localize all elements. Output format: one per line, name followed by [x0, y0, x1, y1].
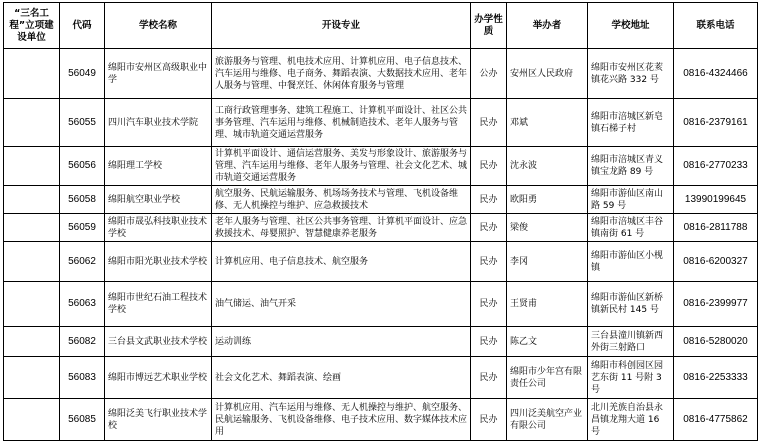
table-row: [4, 282, 758, 327]
phone-cell: 0816-2253333: [674, 357, 758, 399]
code-cell: 56058: [60, 186, 105, 214]
majors-cell: 运动训练: [212, 327, 471, 357]
phone-cell: 0816-2399977: [674, 282, 758, 327]
nature-cell: 民办: [471, 99, 507, 147]
phone-cell: 0816-5280020: [674, 327, 758, 357]
mark-cell: [4, 99, 60, 147]
mark-cell: [4, 214, 60, 242]
school-name-cell: 三台县文武职业技术学校: [105, 327, 212, 357]
header-nature: 办学性质: [471, 3, 507, 49]
address-cell: 绵阳市游仙区新桥镇新民村 145 号: [588, 282, 674, 327]
address-cell: 北川羌族自治县永昌镇龙翔大道 16 号: [588, 399, 674, 441]
sponsor-cell: 李冈: [507, 242, 588, 282]
nature-cell: 民办: [471, 399, 507, 441]
majors-cell: 航空服务、民航运输服务、机场场务技术与管理、飞机设备维修、无人机操控与维护、应急救援技术: [212, 186, 471, 214]
code-cell: 56083: [60, 357, 105, 399]
address-cell: 绵阳市科创园区园艺东街 11 号附 3 号: [588, 357, 674, 399]
nature-cell: 民办: [471, 242, 507, 282]
sponsor-cell: 安州区人民政府: [507, 49, 588, 99]
nature-cell: 民办: [471, 186, 507, 214]
table-row: [4, 214, 758, 242]
nature-cell: 公办: [471, 49, 507, 99]
code-cell: 56056: [60, 147, 105, 186]
sponsor-cell: 沈永波: [507, 147, 588, 186]
nature-cell: 民办: [471, 327, 507, 357]
code-cell: 56059: [60, 214, 105, 242]
sponsor-cell: 欧阳勇: [507, 186, 588, 214]
sponsor-cell: 邓斌: [507, 99, 588, 147]
address-cell: 绵阳市涪城区青义镇宝龙路 89 号: [588, 147, 674, 186]
address-cell: 三台县潼川镇新西外街三射路口: [588, 327, 674, 357]
mark-cell: [4, 186, 60, 214]
phone-cell: 0816-4775862: [674, 399, 758, 441]
code-cell: 56049: [60, 49, 105, 99]
header-address: 学校地址: [588, 3, 674, 49]
sponsor-cell: 陈乙文: [507, 327, 588, 357]
school-name-cell: 四川汽车职业技术学院: [105, 99, 212, 147]
school-name-cell: 绵阳市阳光职业技术学校: [105, 242, 212, 282]
majors-cell: 计算机应用、汽车运用与维修、无人机操控与维护、航空服务、民航运输服务、飞机设备维修、电子技术应用、数字媒体技术应用: [212, 399, 471, 441]
school-name-cell: 绵阳市博远艺术职业学校: [105, 357, 212, 399]
majors-cell: 计算机应用、电子信息技术、航空服务: [212, 242, 471, 282]
mark-cell: [4, 357, 60, 399]
nature-cell: 民办: [471, 147, 507, 186]
nature-cell: 民办: [471, 357, 507, 399]
school-name-cell: 绵阳理工学校: [105, 147, 212, 186]
address-cell: 绵阳市涪城区丰谷镇南街 61 号: [588, 214, 674, 242]
table-row: [4, 399, 758, 441]
school-name-cell: 绵阳市安州区高级职业中学: [105, 49, 212, 99]
majors-cell: 工商行政管理事务、建筑工程施工、计算机平面设计、社区公共事务管理、汽车运用与维修、机械制造技术、老年人服务与管理、城市轨道交通运营服务: [212, 99, 471, 147]
sponsor-cell: 梁俊: [507, 214, 588, 242]
phone-cell: 0816-2811788: [674, 214, 758, 242]
mark-cell: [4, 327, 60, 357]
phone-cell: 0816-2379161: [674, 99, 758, 147]
majors-cell: 旅游服务与管理、机电技术应用、计算机应用、电子信息技术、汽车运用与维修、电子商务、舞蹈表演、大数据技术应用、老年人服务与管理、中餐烹饪、休闲体育服务与管理: [212, 49, 471, 99]
majors-cell: 计算机平面设计、通信运营服务、美发与形象设计、旅游服务与管理、汽车运用与维修、老年人服务与管理、社会文化艺术、城市轨道交通运营服务: [212, 147, 471, 186]
school-name-cell: 绵阳市世纪石油工程技术学校: [105, 282, 212, 327]
majors-cell: 油气储运、油气开采: [212, 282, 471, 327]
mark-cell: [4, 242, 60, 282]
table-row: [4, 99, 758, 147]
mark-cell: [4, 49, 60, 99]
majors-cell: 社会文化艺术、舞蹈表演、绘画: [212, 357, 471, 399]
mark-cell: [4, 399, 60, 441]
header-majors: 开设专业: [212, 3, 471, 49]
header-sponsor: 举办者: [507, 3, 588, 49]
mark-cell: [4, 147, 60, 186]
phone-cell: 13990199645: [674, 186, 758, 214]
code-cell: 56062: [60, 242, 105, 282]
school-name-cell: 绵阳市晟弘科技职业技术学校: [105, 214, 212, 242]
header-code: 代码: [60, 3, 105, 49]
mark-cell: [4, 282, 60, 327]
address-cell: 绵阳市涪城区新皂镇石梯子村: [588, 99, 674, 147]
table-row: [4, 327, 758, 357]
sponsor-cell: 王贤甫: [507, 282, 588, 327]
header-phone: 联系电话: [674, 3, 758, 49]
majors-cell: 老年人服务与管理、社区公共事务管理、计算机平面设计、应急救援技术、母婴照护、智慧健康养老服务: [212, 214, 471, 242]
sponsor-cell: 四川泛美航空产业有限公司: [507, 399, 588, 441]
code-cell: 56085: [60, 399, 105, 441]
table-row: [4, 147, 758, 186]
nature-cell: 民办: [471, 214, 507, 242]
address-cell: 绵阳市安州区花荄镇花兴路 332 号: [588, 49, 674, 99]
table-row: [4, 186, 758, 214]
code-cell: 56055: [60, 99, 105, 147]
address-cell: 绵阳市游仙区小枧镇: [588, 242, 674, 282]
address-cell: 绵阳市游仙区南山路 59 号: [588, 186, 674, 214]
school-name-cell: 绵阳泛美飞行职业技术学校: [105, 399, 212, 441]
table-row: [4, 242, 758, 282]
phone-cell: 0816-4324466: [674, 49, 758, 99]
phone-cell: 0816-2770233: [674, 147, 758, 186]
code-cell: 56082: [60, 327, 105, 357]
school-name-cell: 绵阳航空职业学校: [105, 186, 212, 214]
sponsor-cell: 绵阳市少年宫有限责任公司: [507, 357, 588, 399]
code-cell: 56063: [60, 282, 105, 327]
school-table: [3, 2, 758, 441]
header-three-famous: “三名工程”立项建设单位: [4, 3, 60, 49]
header-school-name: 学校名称: [105, 3, 212, 49]
phone-cell: 0816-6200327: [674, 242, 758, 282]
table-row: [4, 49, 758, 99]
nature-cell: 民办: [471, 282, 507, 327]
header-row: [4, 3, 758, 49]
table-row: [4, 357, 758, 399]
